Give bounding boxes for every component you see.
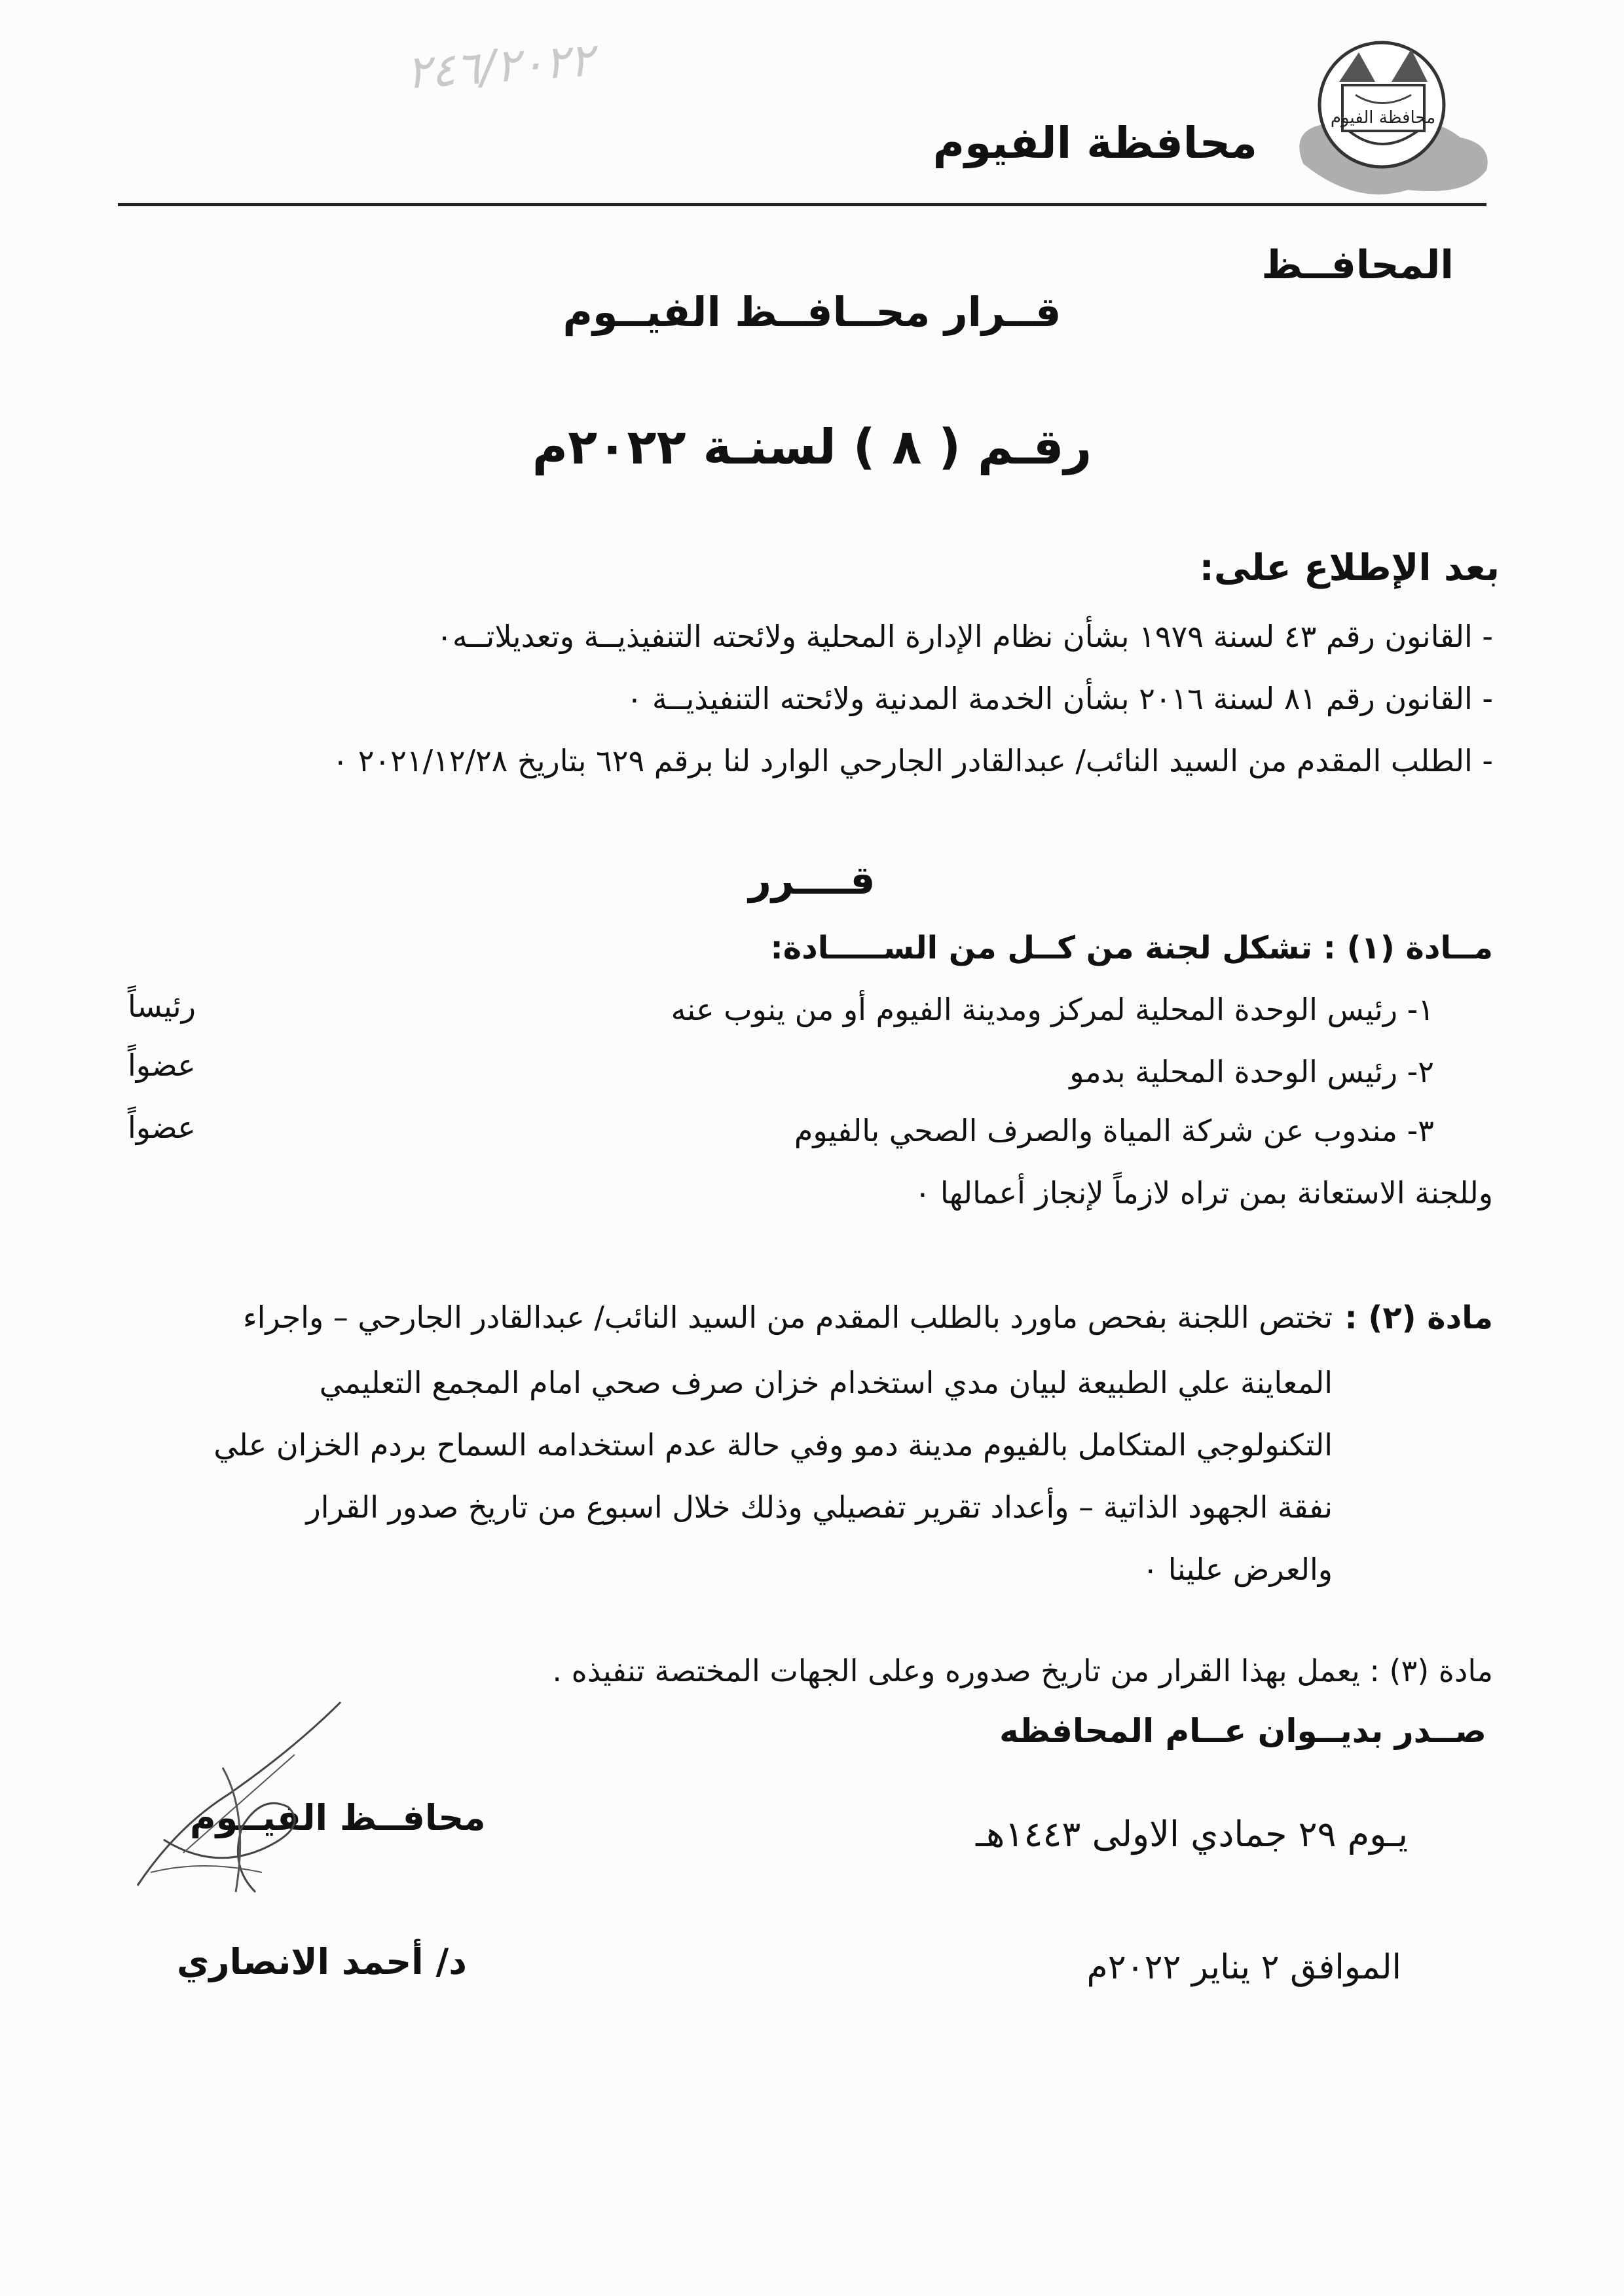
committee-role: رئيساً <box>128 989 196 1024</box>
signatory-title: محافــظ الفيــوم <box>190 1797 486 1838</box>
governorate-name: محافظة الفيوم <box>932 118 1257 168</box>
issued-statement: صــدر بديــوان عــام المحافظه <box>999 1712 1486 1750</box>
committee-member: ١- رئيس الوحدة المحلية لمركز ومدينة الفيوم أو من ينوب عنه <box>671 992 1434 1027</box>
article-2-line: تختص اللجنة بفحص ماورد بالطلب المقدم من السيد النائب/ عبدالقادر الجارحي – واجراء <box>242 1300 1333 1335</box>
article-2-label: مادة (٢) : <box>1344 1300 1493 1336</box>
handwritten-signature-icon <box>124 1676 491 1938</box>
article-1-heading: مــادة (١) : تشكل لجنة من كــل من الســـــادة: <box>770 930 1493 966</box>
governorate-emblem-icon <box>1277 33 1500 210</box>
preamble-item: - الطلب المقدم من السيد النائب/ عبدالقادر الجارحي الوارد لنا برقم ٦٢٩ بتاريخ ٢٠٢١/١٢/٢٨ ٠ <box>332 743 1493 778</box>
decree-number: رقـم ( ٨ ) لسنـة ٢٠٢٢م <box>532 419 1092 475</box>
article-2-line: التكنولوجي المتكامل بالفيوم مدينة دمو وفي حالة عدم استخدامه السماح بردم الخزان علي <box>213 1427 1333 1463</box>
committee-member: ٢- رئيس الوحدة المحلية بدمو <box>1069 1054 1434 1089</box>
emblem-caption: محافظة الفيوم <box>1330 108 1436 128</box>
preamble-item: - القانون رقم ٤٣ لسنة ١٩٧٩ بشأن نظام الإدارة المحلية ولائحته التنفيذيــة وتعديلاتــه٠ <box>436 619 1493 654</box>
office-title: المحافــظ <box>1261 242 1454 288</box>
article-3: مادة (٣) : يعمل بهذا القرار من تاريخ صدوره وعلى الجهات المختصة تنفيذه . <box>552 1653 1493 1688</box>
decree-title: قــرار محــافــظ الفيــوم <box>563 288 1061 336</box>
article-2-line: المعاينة علي الطبيعة لبيان مدي استخدام خزان صرف صحي امام المجمع التعليمي <box>319 1365 1333 1400</box>
article-2-line: والعرض علينا ٠ <box>1142 1552 1333 1587</box>
gregorian-date: الموافق ٢ يناير ٢٠٢٢م <box>1086 1948 1401 1987</box>
committee-member: ٣- مندوب عن شركة المياة والصرف الصحي بالفيوم <box>794 1113 1434 1148</box>
preamble-item: - القانون رقم ٨١ لسنة ٢٠١٦ بشأن الخدمة المدنية ولائحته التنفيذيــة ٠ <box>626 681 1493 716</box>
header-divider <box>118 203 1486 206</box>
article-2-line: نفقة الجهود الذاتية – وأعداد تقرير تفصيلي وذلك خلال اسبوع من تاريخ صدور القرار <box>306 1489 1333 1525</box>
committee-role: عضواً <box>128 1110 196 1145</box>
committee-assistance-clause: وللجنة الاستعانة بمن تراه لازماً لإنجاز أعمالها ٠ <box>914 1175 1493 1211</box>
preamble-heading: بعد الإطلاع على: <box>1199 547 1500 589</box>
committee-role: عضواً <box>128 1048 196 1083</box>
signatory-name: د/ أحمد الانصاري <box>177 1941 467 1982</box>
hijri-date: يـوم ٢٩ جمادي الاولى ١٤٤٣هـ <box>976 1813 1408 1855</box>
decides-heading: قــــرر <box>748 858 876 903</box>
faint-registration-stamp: ٢٤٦/٢٠٢٢ <box>404 33 596 100</box>
